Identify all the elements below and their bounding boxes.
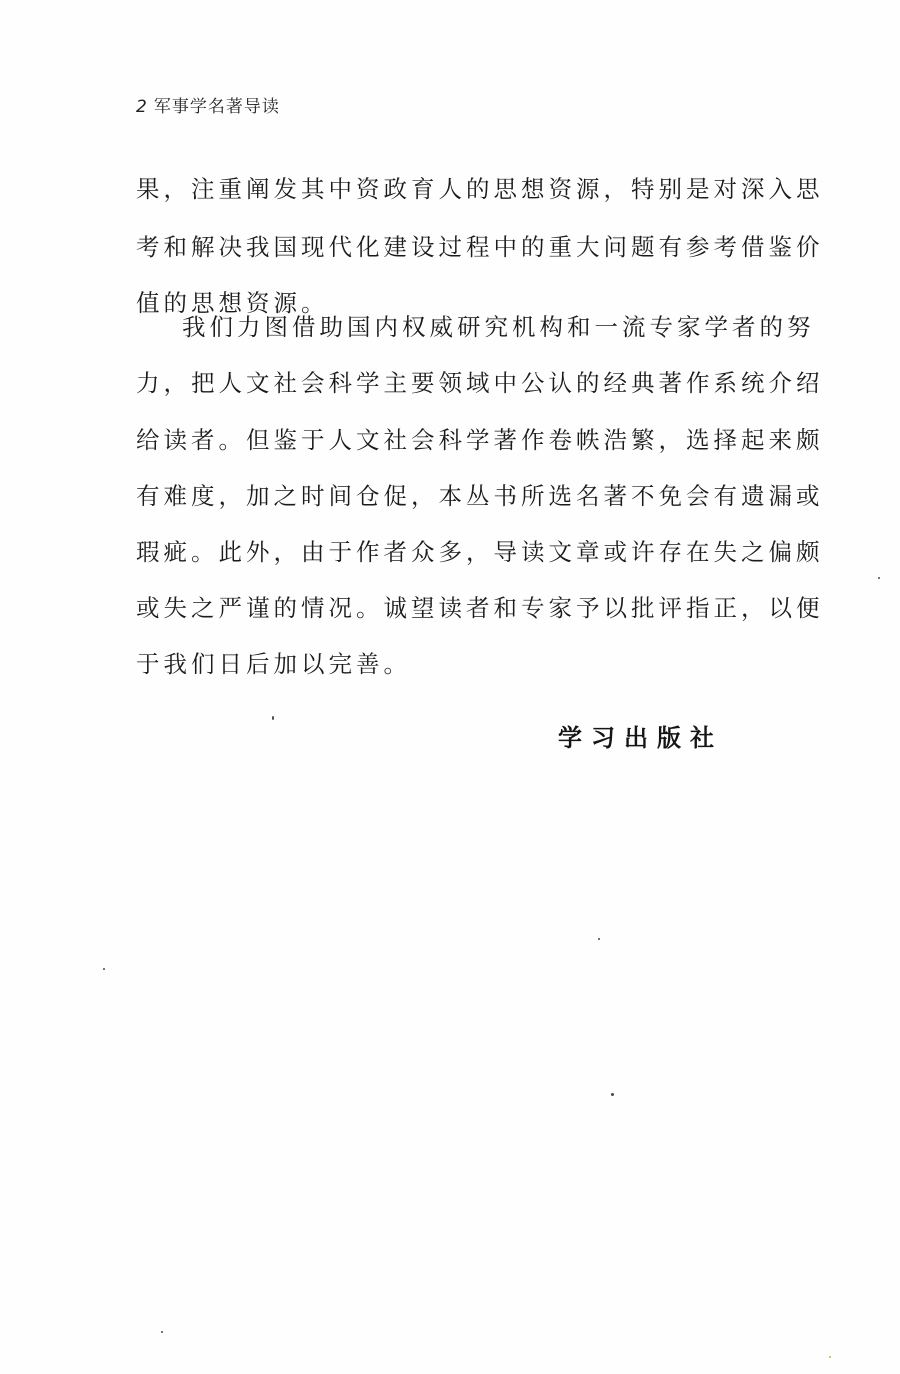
scan-speck [611,1093,614,1096]
book-title: 军事学名著导读 [153,97,280,117]
text-line: 力，把人文社会科学主要领域中公认的经典著作系统介绍 [136,369,824,397]
page-number: 2 [136,97,148,117]
scan-speck [878,577,880,579]
text-line: 瑕疵。此外，由于作者众多，导读文章或许存在失之偏颇 [136,538,824,566]
text-line: 给读者。但鉴于人文社会科学著作卷帙浩繁，选择起来颇 [136,426,824,454]
paragraph-first-line: 我们力图借助国内权威研究机构和一流专家学者的努 [182,313,815,341]
scan-speck [829,1356,831,1358]
scan-speck [598,938,600,940]
scan-speck [103,968,105,970]
text-line: 果，注重阐发其中资政育人的思想资源，特别是对深入思 [136,175,824,203]
text-line: 有难度，加之时间仓促，本丛书所选名著不免会有遗漏或 [136,482,824,510]
text-line: 考和解决我国现代化建设过程中的重大问题有参考借鉴价 [136,233,824,261]
text-line: 或失之严谨的情况。诚望读者和专家予以批评指正，以便 [136,594,824,622]
scan-speck [272,716,274,720]
running-header [136,92,280,117]
text-line: 于我们日后加以完善。 [136,650,411,678]
publisher-signature: 学习出版社 [558,723,723,752]
scan-speck [161,1331,163,1333]
text-line: 值的思想资源。 [136,289,329,317]
